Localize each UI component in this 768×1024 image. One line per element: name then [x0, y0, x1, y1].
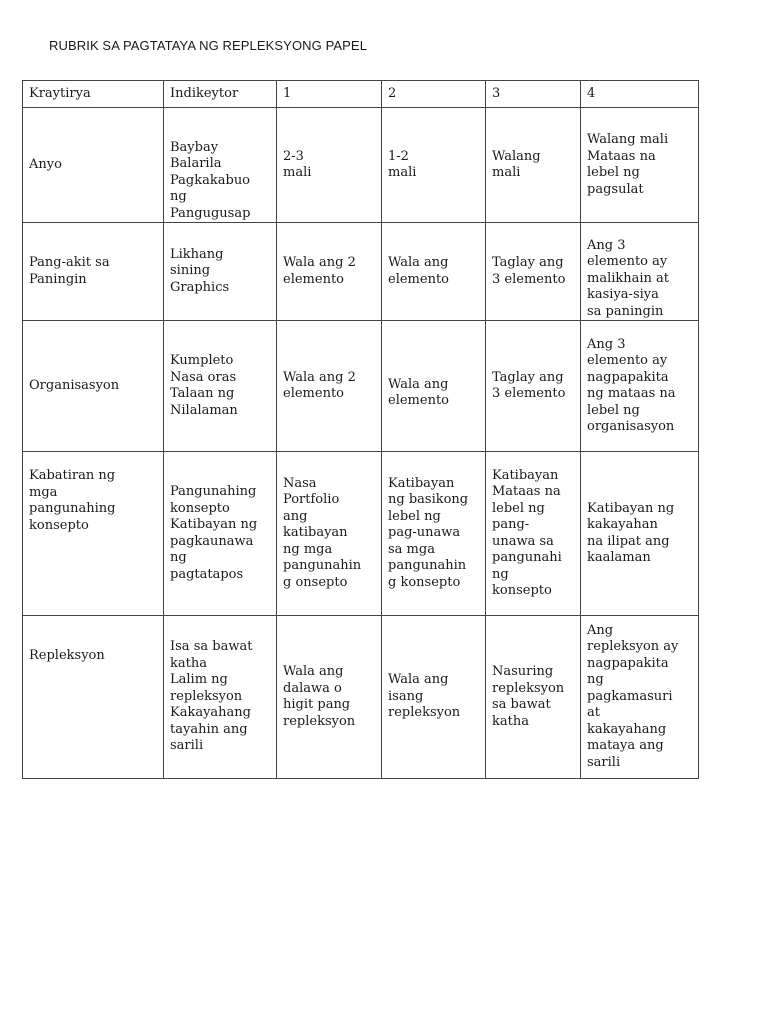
cell-score-3: Walang mali — [486, 108, 581, 223]
cell-kraytirya: Repleksyon — [23, 616, 164, 779]
header-score-2: 2 — [382, 81, 486, 108]
cell-indikeytor: Pangunahing konsepto Katibayan ng pagkaunawa ng pagtatapos — [164, 452, 277, 616]
table-row — [23, 223, 699, 321]
table-row — [23, 452, 699, 616]
rubric-table — [22, 80, 699, 779]
cell-score-2: 1-2 mali — [382, 108, 486, 223]
cell-score-2: Wala ang elemento — [382, 223, 486, 321]
header-score-3: 3 — [486, 81, 581, 108]
header-score-4: 4 — [581, 81, 699, 108]
cell-kraytirya: Anyo — [23, 108, 164, 223]
table-row — [23, 108, 699, 223]
cell-kraytirya: Kabatiran ng mga pangunahing konsepto — [23, 452, 164, 616]
cell-indikeytor: Baybay Balarila Pagkakabuo ng Pangugusap — [164, 108, 277, 223]
cell-indikeytor: Likhang sining Graphics — [164, 223, 277, 321]
cell-score-4: Ang repleksyon ay nagpapakita ng pagkamasuri at kakayahang mataya ang sarili — [581, 616, 699, 779]
header-score-1: 1 — [277, 81, 382, 108]
cell-score-2: Wala ang elemento — [382, 321, 486, 452]
cell-score-4: Katibayan ng kakayahan na ilipat ang kaalaman — [581, 452, 699, 616]
cell-score-4: Ang 3 elemento ay malikhain at kasiya-siya sa paningin — [581, 223, 699, 321]
cell-score-2: Wala ang isang repleksyon — [382, 616, 486, 779]
cell-score-4: Ang 3 elemento ay nagpapakita ng mataas na lebel ng organisasyon — [581, 321, 699, 452]
header-kraytirya: Kraytirya — [23, 81, 164, 108]
cell-score-4: Walang mali Mataas na lebel ng pagsulat — [581, 108, 699, 223]
cell-indikeytor: Isa sa bawat katha Lalim ng repleksyon Kakayahang tayahin ang sarili — [164, 616, 277, 779]
cell-score-3: Taglay ang 3 elemento — [486, 321, 581, 452]
cell-score-2: Katibayan ng basikong lebel ng pag-unawa sa mga pangunahin g konsepto — [382, 452, 486, 616]
document-title: RUBRIK SA PAGTATAYA NG REPLEKSYONG PAPEL — [49, 38, 368, 53]
cell-indikeytor: Kumpleto Nasa oras Talaan ng Nilalaman — [164, 321, 277, 452]
cell-score-3: Nasuring repleksyon sa bawat katha — [486, 616, 581, 779]
header-indikeytor: Indikeytor — [164, 81, 277, 108]
table-row — [23, 321, 699, 452]
table-row — [23, 616, 699, 779]
cell-score-1: Nasa Portfolio ang katibayan ng mga pangunahin g onsepto — [277, 452, 382, 616]
cell-score-1: Wala ang 2 elemento — [277, 223, 382, 321]
cell-score-1: Wala ang dalawa o higit pang repleksyon — [277, 616, 382, 779]
cell-score-1: 2-3 mali — [277, 108, 382, 223]
cell-kraytirya: Pang-akit sa Paningin — [23, 223, 164, 321]
cell-score-1: Wala ang 2 elemento — [277, 321, 382, 452]
table-header-row — [23, 81, 699, 108]
cell-score-3: Katibayan Mataas na lebel ng pang- unawa sa pangunahi ng konsepto — [486, 452, 581, 616]
cell-score-3: Taglay ang 3 elemento — [486, 223, 581, 321]
cell-kraytirya: Organisasyon — [23, 321, 164, 452]
